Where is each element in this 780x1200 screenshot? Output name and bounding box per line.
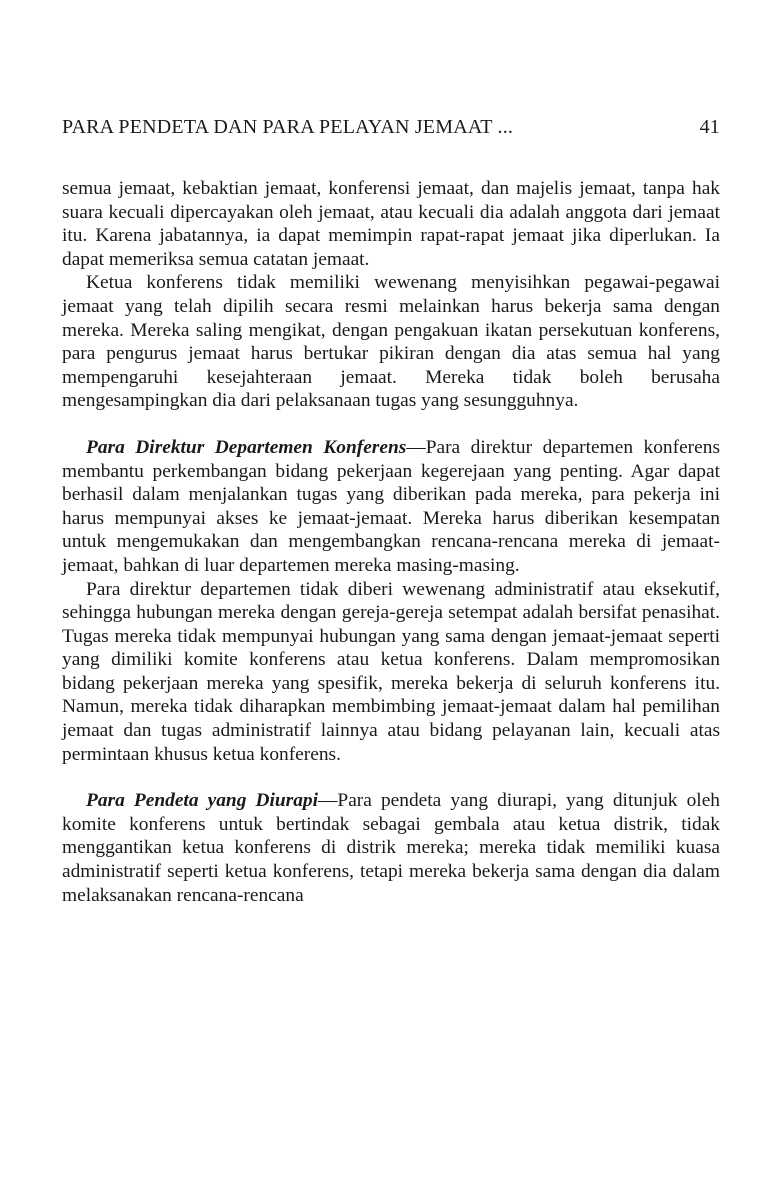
- paragraph-text: —Para pendeta yang diurapi, yang ditunjuk oleh komite konferens untuk bertindak sebagai gembala atau ketua distrik, tidak menggantikan ketua konferens di distrik mereka; mereka tidak memiliki kuasa administratif seperti ketua konferens, tetapi mereka bekerja sama dengan dia dalam melaksanakan rencana-rencana: [62, 790, 720, 906]
- paragraph-text: Para direktur departemen tidak diberi wewenang administratif atau eksekutif, sehingga hubungan mereka dengan gereja-gereja setempat adalah bersifat penasihat. Tugas mereka tidak mempunyai hubungan yang sama dengan jemaat-jemaat seperti yang dimiliki komite konferens atau ketua konferens. Dalam mempromosikan bidang pekerjaan mereka yang spesifik, mereka bekerja di seluruh konferens itu. Namun, mereka tidak diharapkan membimbing jemaat-jemaat dalam hal pemilihan jemaat dan tugas administratif lainnya atau bidang pelayanan lain, kecuali atas permintaan khusus ketua konferens.: [62, 578, 720, 765]
- section-paragraph-department-directors: [62, 436, 720, 578]
- run-in-heading: Para Direktur Departemen Konferens: [86, 436, 407, 458]
- paragraph-text: Ketua konferens tidak memiliki wewenang menyisihkan pegawai-pegawai jemaat yang telah dipilih secara resmi melainkan harus bekerja sama dengan mereka. Mereka saling mengikat, dengan pengakuan ikatan persekutuan konferens, para pengurus jemaat harus bertukar pikiran dengan dia atas semua hal yang mempengaruhi kesejahteraan jemaat. Mereka tidak boleh berusaha mengesampingkan dia dari pelaksanaan tugas yang sesungguhnya.: [62, 272, 720, 412]
- paragraph-text: —Para direktur departemen konferens membantu perkembangan bidang pekerjaan kegerejaan yang penting. Agar dapat berhasil dalam menjalankan tugas yang diberikan pada mereka, para pekerja ini harus mempunyai akses ke jemaat-jemaat. Mereka harus diberikan kesempatan untuk mengemukakan dan mengembangkan rencana-rencana mereka di jemaat-jemaat, bahkan di luar departemen mereka masing-masing.: [62, 436, 720, 576]
- book-page: [62, 0, 720, 1200]
- paragraph-continued: [62, 177, 720, 271]
- running-title: PARA PENDETA DAN PARA PELAYAN JEMAAT ...: [62, 116, 514, 138]
- paragraph: [62, 271, 720, 413]
- run-in-heading: Para Pendeta yang Diurapi: [86, 790, 319, 812]
- page-number: 41: [699, 116, 720, 138]
- section-paragraph-ordained-pastors: [62, 789, 720, 907]
- paragraph-text: semua jemaat, kebaktian jemaat, konferensi jemaat, dan majelis jemaat, tanpa hak suara kecuali dipercayakan oleh jemaat, atau kecuali dia adalah anggota dari jemaat itu. Karena jabatannya, ia dapat memimpin rapat-rapat jemaat jika diperlukan. Ia dapat memeriksa semua catatan jemaat.: [62, 178, 720, 270]
- body-text: [62, 177, 720, 907]
- running-header: [62, 116, 720, 139]
- paragraph: [62, 578, 720, 767]
